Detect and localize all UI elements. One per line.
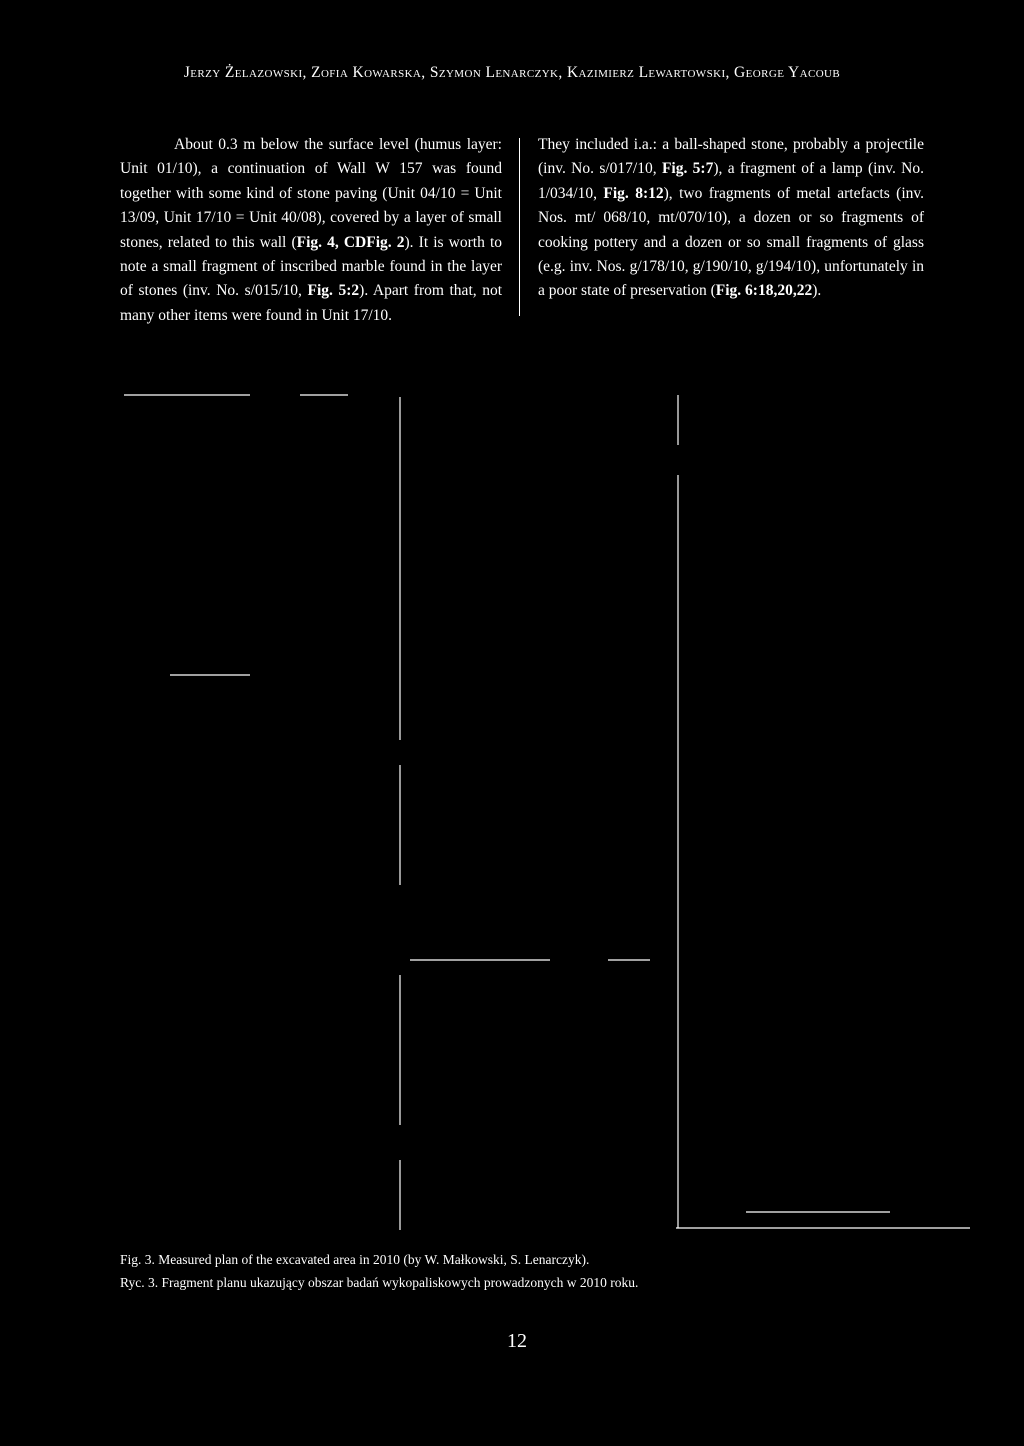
left-text-2: ). It is worth to note a small fragment of inscribed marble found in the layer of stones (inv. No. s/015/10, xyxy=(120,233,503,300)
right-text-3: ), two fragments of metal artefacts (inv. Nos. mt/ 068/10, mt/070/10), a dozen or so fragments of cooking pottery and a dozen or so small fragments of glass (e.g. inv. Nos. g/178/10, g/190/10, g/194/10), unfortunately in a poor state of preservation ( xyxy=(538,184,924,300)
column-divider xyxy=(519,138,520,316)
left-text-column xyxy=(120,133,502,328)
figure-caption-polish: Ryc. 3. Fragment planu ukazujący obszar badań wykopaliskowych prowadzonych w 2010 roku. xyxy=(120,1275,639,1290)
left-text-1: About 0.3 m below the surface level (humus layer: Unit 01/10), a continuation of Wall W 157 was found together with some kind of stone paving (Unit 04/10 = Unit 13/09, Unit 17/10 = Unit 40/08), covered by a layer of small stones, related to this wall ( xyxy=(120,136,502,251)
right-text-column xyxy=(538,133,924,304)
right-text-2: ), a fragment of a lamp (inv. No. 1/034/10, xyxy=(538,160,924,202)
figure-reference: Fig. 5:7 xyxy=(661,160,714,178)
right-text-4: ). xyxy=(812,282,822,300)
running-head: Jerzy Żelazowski, Zofia Kowarska, Szymon Lenarczyk, Kazimierz Lewartowski, George Yacoub xyxy=(183,64,841,81)
figure-caption-english: Fig. 3. Measured plan of the excavated area in 2010 (by W. Małkowski, S. Lenarczyk). xyxy=(120,1252,590,1267)
page-number: 12 xyxy=(507,1330,527,1352)
left-text-3: ). Apart from that, not many other items were found in Unit 17/10. xyxy=(120,282,503,324)
right-text-1: They included i.a.: a ball-shaped stone, probably a projectile (inv. No. s/017/10, xyxy=(538,136,924,178)
right-paragraph xyxy=(538,133,924,304)
figure-reference: Fig. 4, CDFig. 2 xyxy=(296,233,405,251)
figure-reference: Fig. 5:2 xyxy=(307,282,360,300)
figure-reference: Fig. 6:18,20,22 xyxy=(715,282,813,300)
excavation-plan-drawing xyxy=(110,385,970,1235)
figure-reference: Fig. 8:12 xyxy=(603,184,664,202)
left-paragraph xyxy=(120,133,502,328)
excavation-plan-figure xyxy=(110,385,970,1235)
